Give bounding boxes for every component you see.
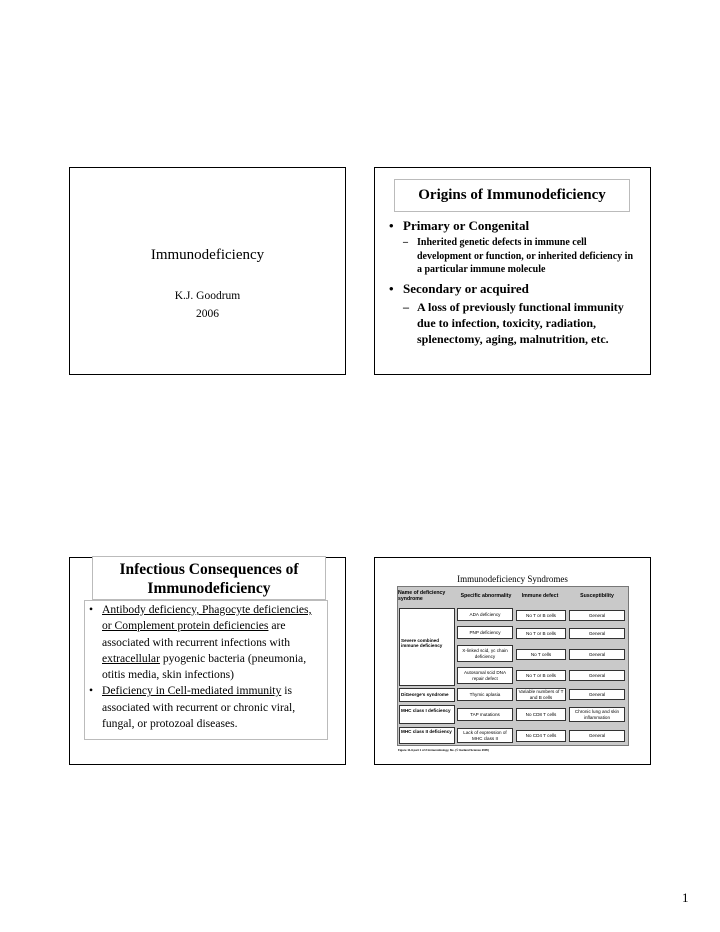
extracellular-link[interactable]: extracellular <box>102 651 160 665</box>
mhc-1-name: MHC class I deficiency <box>401 708 451 713</box>
table-cell: X-linked scid, γc chain deficiency <box>457 645 513 662</box>
table-cell: Autosomal scid DNA repair defect <box>457 667 513 684</box>
slide-1-author: K.J. Goodrum <box>174 290 241 302</box>
dash-icon: – <box>403 237 408 248</box>
slide-3-body <box>84 600 328 740</box>
bullet-dot-icon: • <box>89 603 94 616</box>
table-cell: General <box>569 649 625 660</box>
sub-bullet-secondary <box>389 299 639 347</box>
figure-credit: Figure 11-9 part 1 of 2 Immunobiology, 6/e. (© Garland Science 2005) <box>398 748 489 752</box>
table-header: Susceptibility <box>580 593 614 599</box>
slide-2-title: Origins of Immunodeficiency <box>394 179 630 212</box>
table-header: Specific abnormality <box>460 593 512 599</box>
bullet-secondary <box>389 281 639 297</box>
slide-1-year: 2006 <box>196 308 219 320</box>
bullet-dot-icon: • <box>389 280 394 296</box>
sub-bullet-secondary-text: A loss of previously functional immunity due to infection, toxicity, radiation, splenectomy, aging, malnutrition, etc. <box>417 299 624 346</box>
bullet-text: are associated with recurrent infections with <box>102 619 291 649</box>
scid-name: Severe combined immune deficiency <box>401 638 443 649</box>
table-cell: No T or B cells <box>516 610 566 621</box>
table-cell: No CD8 T cells <box>516 708 566 721</box>
table-cell: General <box>569 610 625 621</box>
bullet-cell-mediated <box>89 683 323 732</box>
table-cell: ADA deficiency <box>457 608 513 621</box>
antibody-deficiency-link[interactable]: Antibody deficiency, Phagocyte deficiencies, or Complement protein deficiencies <box>102 603 312 633</box>
table-cell: No CD4 T cells <box>516 730 566 742</box>
immunodeficiency-table <box>397 586 629 750</box>
cell-mediated-link[interactable]: Deficiency in Cell-mediated immunity <box>102 684 282 698</box>
slide-1 <box>69 167 346 375</box>
sub-bullet-primary-text: Inherited genetic defects in immune cell development or function, or inherited deficiency in a particular immune molecule <box>417 237 634 275</box>
slide-4-caption: Immunodeficiency Syndromes <box>457 574 568 584</box>
table-cell: General <box>569 689 625 700</box>
slide-3-title-line-2: Immunodeficiency <box>147 580 271 597</box>
table-header: Name of deficiency syndrome <box>398 590 446 602</box>
table-cell: General <box>569 670 625 681</box>
table-cell: Thymic aplasia <box>457 688 513 701</box>
slide-1-title: Immunodeficiency <box>150 247 265 263</box>
table-cell: Lack of expression of MHC class II <box>457 728 513 743</box>
bullet-dot-icon: • <box>389 218 394 233</box>
table-cell: General <box>569 628 625 639</box>
table-cell: No T cells <box>516 649 566 660</box>
table-header: Immune defect <box>521 593 559 599</box>
mhc-2-name: MHC class II deficiency <box>401 729 452 734</box>
slide-2-bullets <box>389 218 639 351</box>
bullet-primary-label: Primary or Congenital <box>403 218 530 233</box>
slide-2 <box>374 167 651 375</box>
table-cell: Chronic lung and skin inflammation <box>569 707 625 722</box>
table-cell: No T or B cells <box>516 628 566 639</box>
bullet-antibody-deficiency <box>89 602 323 683</box>
dash-icon: – <box>403 299 409 314</box>
bullet-secondary-label: Secondary or acquired <box>403 280 529 296</box>
bullet-primary <box>389 218 639 234</box>
table-cell: TAP mutations <box>457 708 513 721</box>
slide-3-title-line-1: Infectious Consequences of <box>119 561 299 578</box>
slide-4 <box>374 557 651 765</box>
table-cell: Variable numbers of T and B cells <box>516 688 566 701</box>
digeorge-name: DiGeorge's syndrome <box>401 692 449 697</box>
table-cell: No T or B cells <box>516 670 566 681</box>
bullet-text: pyogenic bacteria (pneumonia, otitis media, skin infections) <box>102 651 307 682</box>
table-cell: PNP deficiency <box>457 626 513 639</box>
bullet-text: is associated with recurrent or chronic viral, fungal, or protozoal diseases. <box>102 684 296 731</box>
page-number: 1 <box>682 890 689 905</box>
slide-3 <box>69 557 346 765</box>
table-cell: General <box>569 730 625 742</box>
bullet-dot-icon: • <box>89 684 94 698</box>
slide-3-title <box>92 556 326 600</box>
sub-bullet-primary <box>389 236 639 277</box>
